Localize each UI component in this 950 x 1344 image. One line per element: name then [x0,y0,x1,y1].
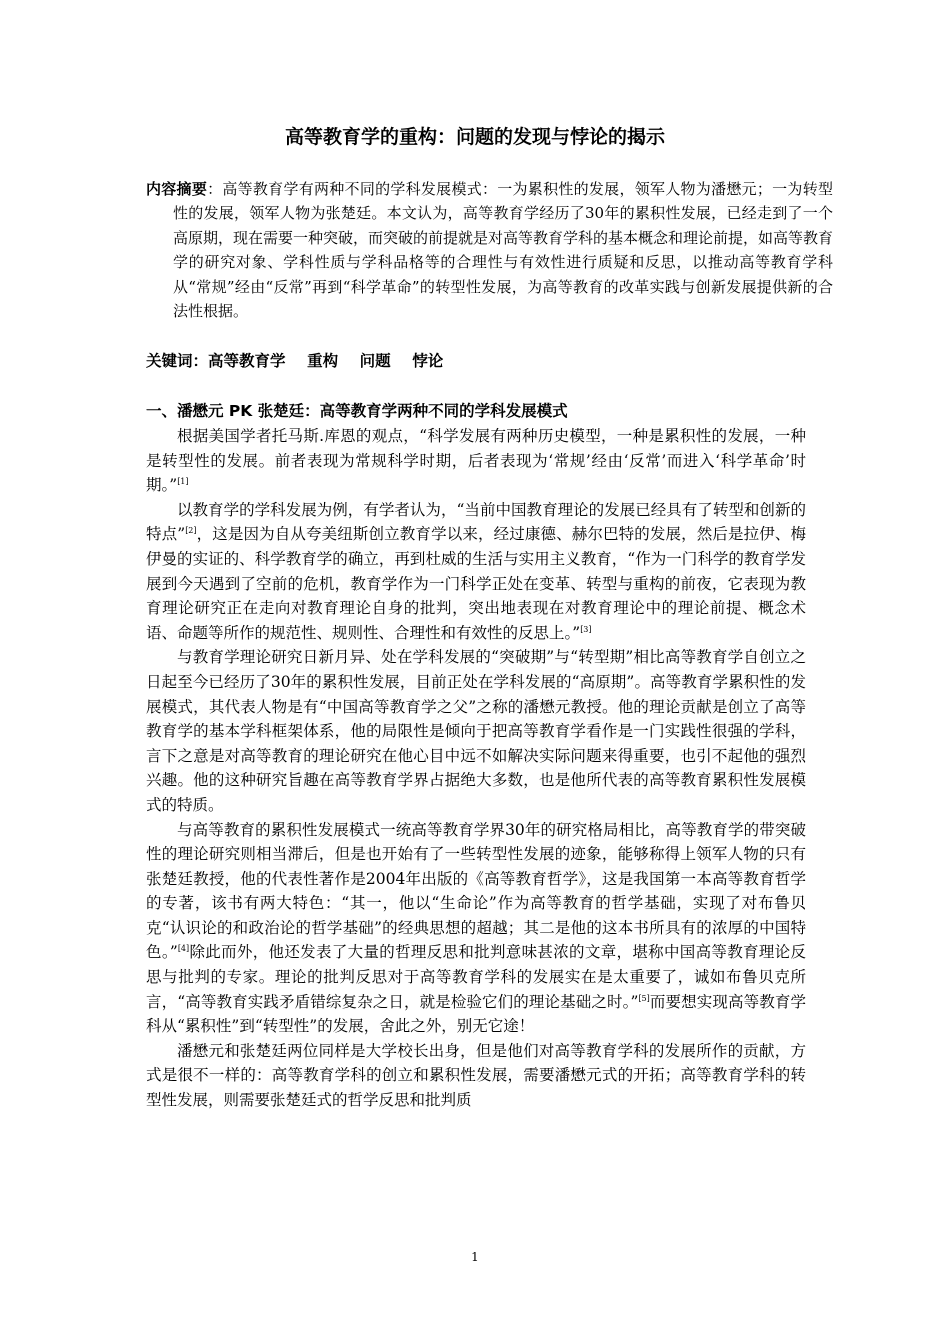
citation-ref: [1] [177,477,189,487]
citation-ref: [2] [185,526,197,536]
citation-ref: [4] [177,944,190,954]
paragraph-text: 根据美国学者托马斯.库恩的观点，“科学发展有两种历史模型，一种是累积性的发展，一种是转型性的发展。前者表现为常规科学时期，后者表现为‘常规’经由‘反常’而进入‘科学革命’时期。” [146,427,806,495]
page-number: 1 [471,1250,479,1264]
section-heading: 一、潘懋元 PK 张楚廷：高等教育学两种不同的学科发展模式 [146,402,568,420]
abstract [146,177,833,323]
paragraph: 与教育学理论研究日新月异、处在学科发展的“突破期”与“转型期”相比高等教育学自创立之日起至今已经历了30年的累积性发展，目前正处在学科发展的“高原期”。高等教育学累积性的发展模式，其代表人物是有“中国高等教育学之父”之称的潘懋元教授。他的理论贡献是创立了高等教育学的基本学科框架体系，他的局限性是倾向于把高等教育学看作是一门实践性很强的学科，言下之意是对高等教育的理论研究在他心目中远不如解决实际问题来得重要，也引不起他的强烈兴趣。他的这种研究旨趣在高等教育学界占据绝大多数，也是他所代表的高等教育累积性发展模式的特质。 [146,648,806,814]
paragraph: 潘懋元和张楚廷两位同样是大学校长出身，但是他们对高等教育学科的发展所作的贡献，方式是很不一样的：高等教育学科的创立和累积性发展，需要潘懋元式的开拓；高等教育学科的转型性发展，则需要张楚廷式的哲学反思和批判质 [146,1041,806,1110]
citation-ref: [5] [638,993,650,1003]
document-title: 高等教育学的重构：问题的发现与悖论的揭示 [284,126,665,148]
paragraph-text: ，这是因为自从夸美纽斯创立教育学以来，经过康德、赫尔巴特的发展，然后是拉伊、梅伊曼的实证的、科学教育学的确立，再到杜威的生活与实用主义教育，“作为一门科学的教育学发展到今天遇到了空前的危机，教育学作为一门科学正处在变革、转型与重构的前夜，它表现为教育理论研究正在走向对教育理论自身的批判，突出地表现在对教育理论中的理论前提、概念术语、命题等所作的规范性、规则性、合理性和有效性的反思上。” [146,525,806,642]
paragraph-text: 与高等教育的累积性发展模式一统高等教育学界30年的研究格局相比，高等教育学的带突破性的理论研究则相当滞后，但是也开始有了一些转型性发展的迹象，能够称得上领军人物的只有张楚廷教授，他的代表性著作是2004年出版的《高等教育哲学》，这是我国第一本高等教育哲学的专著，该书有两大特色：“其一，他以“生命论”作为高等教育的哲学基础，实现了对布鲁贝克“认识论的和政治论的哲学基础”的经典思想的超越；其二是他的这本书所具有的浓厚的中国特色。” [146,820,806,962]
paragraph-text: 除此而外，他还发表了大量的哲理反思和批判意味甚浓的文章，堪称中国高等教育理论反思与批判的专家。理论的批判反思对于高等教育学科的发展实在是太重要了，诚如布鲁贝克所言，“高等教育实践矛盾错综复杂之日，就是检验它们的理论基础之时。” [146,943,806,1011]
citation-ref: [3] [580,624,592,634]
abstract-text: ：高等教育学有两种不同的学科发展模式：一为累积性的发展，领军人物为潘懋元；一为转型性的发展，领军人物为张楚廷。本文认为，高等教育学经历了30年的累积性发展，已经走到了一个高原期，现在需要一种突破，而突破的前提就是对高等教育学科的基本概念和理论前提，如高等教育学的研究对象、学科性质与学科品格等的合理性与有效性进行质疑和反思，以推动高等教育学科从“常规”经由“反常”再到“科学革命”的转型性发展，为高等教育的改革实践与创新发展提供新的合法性根据。 [173,180,834,321]
paragraph [146,498,806,646]
paragraph-text: 而要想实现高等教育学科从“累积性”到“转型性”的发展，舍此之外，别无它途！ [146,992,806,1036]
paragraph [146,424,806,498]
paragraph [146,818,806,1039]
abstract-label: 内容摘要 [146,180,208,198]
paragraph-text: 以教育学的学科发展为例，有学者认为，“当前中国教育理论的发展已经具有了转型和创新的特点” [146,500,806,544]
section-body [146,424,806,1113]
keywords: 关键词：高等教育学 重构 问题 悖论 [146,352,444,370]
